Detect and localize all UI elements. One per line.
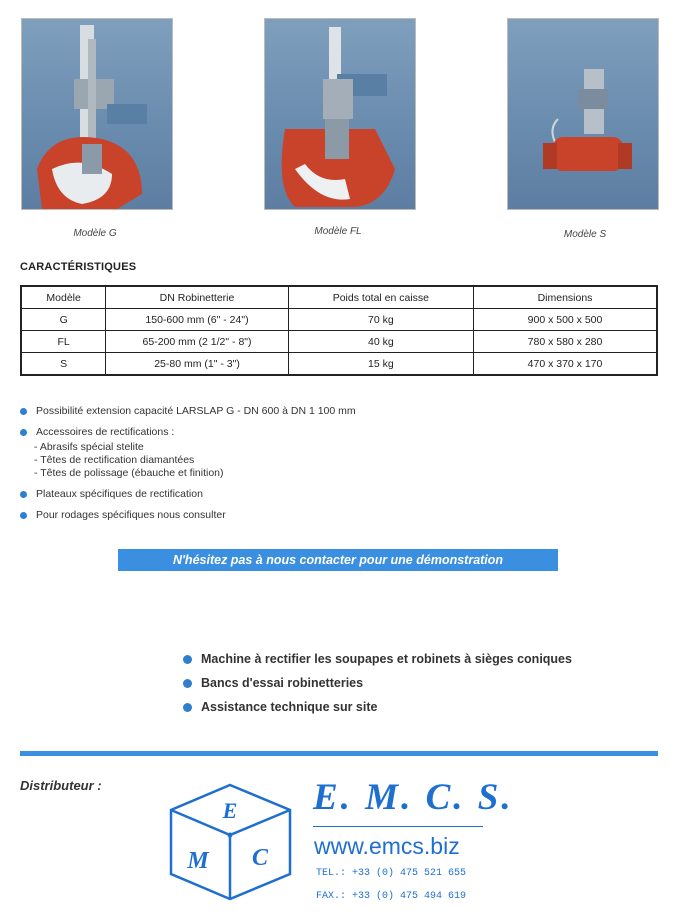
table-header-row — [21, 286, 657, 309]
list-item — [20, 509, 356, 522]
spec-table — [20, 285, 658, 376]
cell-model: FL — [21, 331, 106, 353]
machine-illustration-s — [508, 19, 658, 209]
photo-model-g — [21, 18, 173, 210]
list-item — [183, 700, 572, 715]
note-text: Possibilité extension capacité LARSLAP G - DN 600 à DN 1 100 mm — [36, 405, 356, 417]
divider-rule — [20, 751, 658, 756]
contact-banner: N'hésitez pas à nous contacter pour une démonstration — [118, 549, 558, 571]
company-name: E. M. C. S. — [313, 777, 514, 818]
caption-model-s: Modèle S — [563, 229, 607, 240]
col-header-dimensions: Dimensions — [474, 286, 657, 309]
caption-model-fl: Modèle FL — [314, 226, 362, 237]
feature-notes-list — [20, 405, 356, 530]
logo-letter-e: E — [222, 798, 238, 823]
col-header-dn: DN Robinetterie — [106, 286, 288, 309]
service-text: Machine à rectifier les soupapes et robinets à sièges coniques — [201, 652, 572, 666]
services-list — [183, 652, 572, 724]
cell-dimensions: 780 x 580 x 280 — [474, 331, 657, 353]
note-text: Plateaux spécifiques de rectification — [36, 488, 203, 500]
cell-dimensions: 470 x 370 x 170 — [474, 353, 657, 376]
cell-dn: 25-80 mm (1" - 3") — [106, 353, 288, 376]
cell-model: S — [21, 353, 106, 376]
bullet-dot-icon — [183, 703, 192, 712]
fax: FAX.: +33 (0) 475 494 619 — [316, 891, 467, 902]
cell-dn: 65-200 mm (2 1/2" - 8") — [106, 331, 288, 353]
list-item — [183, 652, 572, 667]
col-header-weight: Poids total en caisse — [288, 286, 473, 309]
caption-model-g: Modèle G — [73, 228, 117, 239]
section-title: CARACTÉRISTIQUES — [20, 261, 137, 273]
machine-illustration-fl — [265, 19, 415, 209]
cell-weight: 70 kg — [288, 309, 473, 331]
sub-list-item: - Têtes de polissage (ébauche et finition) — [34, 467, 224, 479]
telephone: TEL.: +33 (0) 475 521 655 — [316, 868, 467, 879]
cube-vertex-icon — [228, 833, 233, 838]
emcs-cube-logo — [168, 782, 293, 902]
cell-weight: 40 kg — [288, 331, 473, 353]
accessories-sublist — [34, 441, 356, 480]
col-header-model: Modèle — [21, 286, 106, 309]
table-row — [21, 309, 657, 331]
website-link[interactable]: www.emcs.biz — [314, 833, 460, 859]
note-text: Accessoires de rectifications : — [36, 426, 175, 438]
bullet-dot-icon — [20, 491, 27, 498]
list-item — [183, 676, 572, 691]
distributor-label: Distributeur : — [20, 778, 102, 793]
service-text: Bancs d'essai robinetteries — [201, 676, 364, 690]
bullet-dot-icon — [20, 408, 27, 415]
cell-model: G — [21, 309, 106, 331]
cell-weight: 15 kg — [288, 353, 473, 376]
sub-list-item: - Têtes de rectification diamantées — [34, 454, 195, 466]
table-row — [21, 353, 657, 376]
name-underline — [313, 826, 483, 827]
list-item — [20, 488, 356, 501]
cell-dn: 150-600 mm (6" - 24") — [106, 309, 288, 331]
bullet-dot-icon — [183, 655, 192, 664]
list-item — [20, 405, 356, 418]
bullet-dot-icon — [20, 429, 27, 436]
logo-letter-m: M — [187, 848, 209, 874]
bullet-dot-icon — [183, 679, 192, 688]
service-text: Assistance technique sur site — [201, 700, 378, 714]
machine-illustration-g — [22, 19, 172, 209]
note-text: Pour rodages spécifiques nous consulter — [36, 509, 226, 521]
logo-letter-c: C — [251, 845, 269, 871]
table-row — [21, 331, 657, 353]
cell-dimensions: 900 x 500 x 500 — [474, 309, 657, 331]
photo-model-s — [507, 18, 659, 210]
photo-model-fl — [264, 18, 416, 210]
list-item — [20, 426, 356, 480]
bullet-dot-icon — [20, 512, 27, 519]
sub-list-item: - Abrasifs spécial stelite — [34, 441, 144, 453]
